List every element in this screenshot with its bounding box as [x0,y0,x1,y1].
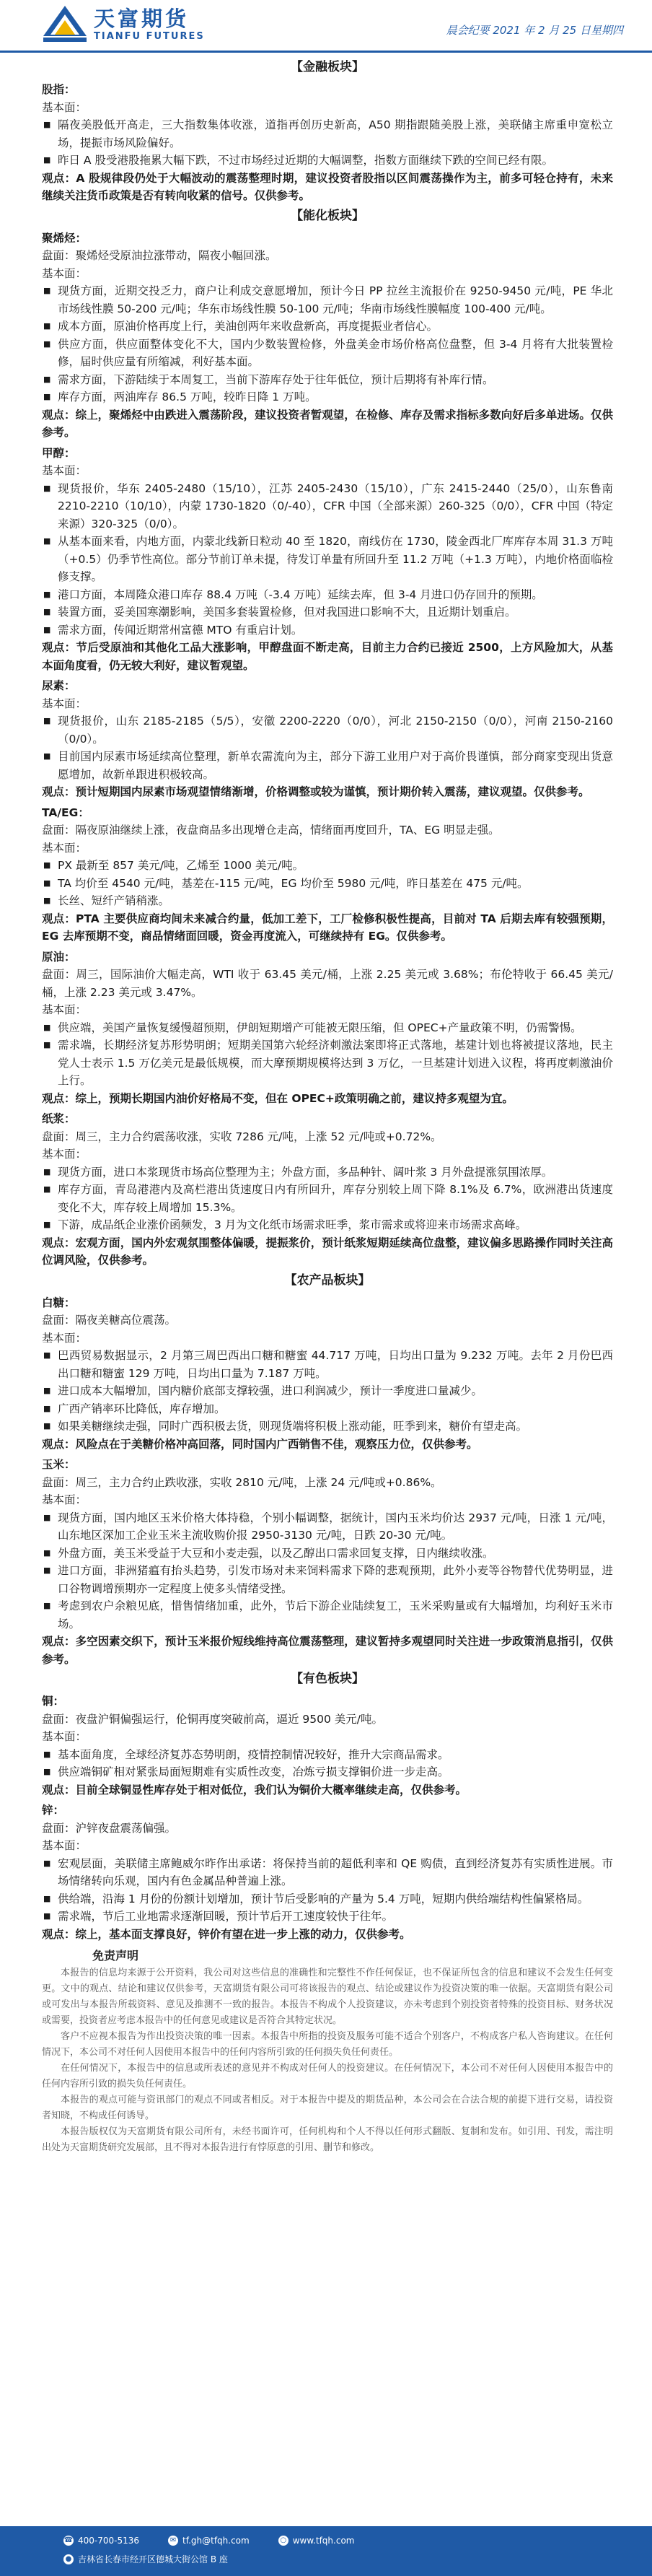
crude-view: 观点：综上，预期长期国内油价好格局不变，但在 OPEC+政策明确之前，建议持多观望为宜。 [42,1091,514,1105]
list-item: ■ 广西产销率环比降低，库存增加。 [58,1400,613,1418]
list-item: ■ 进口成本大幅增加，国内糖价底部支撑较强，进口利润减少，预计一季度进口量减少。 [58,1382,613,1400]
list-item: ■ 库存方面，青岛港港内及高栏港出货速度日内有所回升，库存分别较上周下降 8.1%及 6.7%，欧洲港出货速度变化不大，库存较上周增加 15.3%。 [58,1181,613,1216]
mail-icon: ✉ [168,2536,178,2546]
corn-title: 玉米： [42,1458,76,1471]
polyolefin-view: 观点：综上，聚烯烃中由跌进入震荡阶段，建议投资者暂观望，在检修、库存及需求指标多数向好后多单进场。仅供参考。 [42,408,613,439]
page-footer [0,2526,652,2576]
list-item: ■ 巴西贸易数据显示，2 月第三周巴西出口糖和糖蜜 44.717 万吨，日均出口量为 9.232 万吨。去年 2 月份巴西出口糖和糖蜜 129 万吨，日均出口量为 7.187 万吨。 [58,1347,613,1382]
footer-phone [63,2532,139,2550]
crude-bullets [42,1019,613,1090]
phone-number: 400-700-5136 [78,2536,140,2546]
urea-bullets [42,712,613,783]
location-pin-icon: ● [63,2554,74,2564]
pulp-basics-label: 基本面： [42,1148,87,1161]
copper-basics-label: 基本面： [42,1730,87,1743]
list-item: ■ 如果美糖继续走强，同时广西积极去货，则现货端将积极上涨动能，旺季到来，糖价有望走高。 [58,1418,613,1436]
ta-eg-basics-label: 基本面： [42,841,87,855]
corn-bullets [42,1509,613,1633]
ta-eg-bullets [42,857,613,910]
polyolefin-bullets [42,282,613,406]
list-item: ■ 下游，成品纸企业涨价函频发，3 月为文化纸市场需求旺季，浆市需求或将迎来市场需求高峰。 [58,1216,613,1234]
polyolefin-title: 聚烯烃： [42,231,87,245]
corn-market: 盘面：周三，主力合约止跌收涨，实收 2810 元/吨，上涨 24 元/吨或+0.86%。 [42,1475,442,1489]
email-address[interactable]: tf.gh@tfqh.com [182,2536,250,2546]
methanol-title: 甲醇： [42,446,76,460]
list-item: ■ 进口方面，非洲猪瘟有抬头趋势，引发市场对未来饲料需求下降的悲观预期，此外小麦等谷物替代优势明显，进口谷物调增预期亦一定程度上使多头情绪受挫。 [58,1562,613,1597]
polyolefin-basics-label: 基本面： [42,266,87,280]
pulp-market: 盘面：周三，主力合约震荡收涨，实收 7286 元/吨，上涨 52 元/吨或+0.72%。 [42,1130,442,1143]
logo-english: TIANFU FUTURES [94,31,205,42]
zinc-view: 观点：综上，基本面支撑良好，锌价有望在进一步上涨的动力，仅供参考。 [42,1927,411,1941]
zinc-title: 锌： [42,1804,65,1817]
report-body [42,56,613,2156]
finance-section-title: 【金融板块】 [291,60,364,74]
disclaimer-title: 免责声明 [92,1949,139,1962]
corn-basics-label: 基本面： [42,1493,87,1506]
stock-index-title: 股指： [42,83,76,96]
disclaimer-paragraph: 本报告的信息均来源于公开资料，我公司对这些信息的准确性和完整性不作任何保证，也不保证所包含的信息和建议不会发生任何变更。文中的观点、结论和建议仅供参考，天富期货有限公司可将该报告的观点、结论或建议作为投资决策的唯一依据。天富期货有限公司或可发出与本报告所载资料、意见及推测不一致的报告。本报告不构成个人投资建议，亦未考虑到个别投资者特殊的投资目标、财务状况或需要，投资者应考虑本报告中的任何意见或建议是否符合其特定状况。 [42,1967,613,2026]
list-item: ■ 需求端，节后工业地需求逐渐回暖，预计节后开工速度较快于往年。 [58,1908,613,1926]
disclaimer-paragraph: 本报告版权仅为天富期货有限公司所有，未经书面许可，任何机构和个人不得以任何形式翻版、复制和发布。如引用、刊发，需注明出处为天富期货研究发展部，且不得对本报告进行有悖原意的引用、删节和修改。 [42,2126,613,2153]
pulp-title: 纸浆： [42,1112,76,1125]
energy-section-title: 【能化板块】 [291,208,364,223]
metal-section-title: 【有色板块】 [291,1672,364,1686]
footer-address [63,2551,228,2569]
copper-view: 观点：目前全球铜显性库存处于相对低位，我们认为铜价大概率继续走高，仅供参考。 [42,1783,467,1796]
agri-section-title: 【农产品板块】 [284,1272,371,1288]
list-item: ■ TA 均价至 4540 元/吨，基差在-115 元/吨，EG 均价至 5980 元/吨，昨日基差在 475 元/吨。 [58,875,613,893]
list-item: ■ 库存方面，两油库存 86.5 万吨，较昨日降 1 万吨。 [58,388,613,406]
stock-view: 观点：A 股规律段仍处于大幅波动的震荡整理时期，建议投资者股指以区间震荡操作为主，前多可轻仓持有，未来继续关注货币政策是否有转向收紧的信号。仅供参考。 [42,171,613,202]
list-item: ■ 装置方面，妥美国寒潮影响，美国多套装置检修，但对我国进口影响不大，且近期计划重启。 [58,603,613,621]
list-item: ■ 供应端，美国产量恢复缓慢超预期，伊朗短期增产可能被无限压缩，但 OPEC+产量政策不明，仍需警惕。 [58,1019,613,1037]
zinc-market: 盘面：沪锌夜盘震荡偏强。 [42,1821,177,1835]
disclaimer-paragraph: 本报告的观点可能与资讯部门的观点不同或者相反。对于本报告中提及的期货品种，本公司会在合法合规的前提下进行交易，请投资者知晓，不构成任何诱导。 [42,2094,613,2121]
company-logo [42,4,205,45]
footer-email[interactable] [168,2532,250,2550]
corn-view: 观点：多空因素交织下，预计玉米报价短线维持高位震荡整理，建议暂持多观望同时关注进一步政策消息指引，仅供参考。 [42,1635,613,1666]
phone-icon: ☎ [63,2536,74,2545]
zinc-basics-label: 基本面： [42,1839,87,1852]
globe-icon: ○ [278,2536,288,2546]
list-item: ■ 需求方面，下游陆续于本周复工，当前下游库存处于往年低位，预计后期将有补库行情。 [58,371,613,389]
methanol-bullets [42,480,613,639]
ta-eg-view: 观点：PTA 主要供应商均间未来减合约量，低加工差下，工厂检修积极性提高，目前对 TA 后期去库有较强预期，EG 去库预期不变，商品情绪面回暖，资金再度流入，可继续持有 EG。仅供参考。 [42,912,613,943]
footer-website[interactable] [278,2532,355,2550]
ta-eg-title: TA/EG： [42,805,89,819]
logo-mark-icon [42,4,88,45]
sugar-bullets [42,1347,613,1436]
list-item: ■ 昨日 A 股受港股拖累大幅下跌，不过市场经过近期的大幅调整，指数方面继续下跌的空间已经有限。 [58,152,613,170]
methanol-basics-label: 基本面： [42,464,87,477]
sugar-market: 盘面：隔夜美糖高位震荡。 [42,1314,177,1327]
sugar-view: 观点：风险点在于美糖价格冲高回落，同时国内广西销售不佳，观察压力位，仅供参考。 [42,1437,478,1451]
list-item: ■ 外盘方面，美玉米受益于大豆和小麦走强，以及乙醇出口需求回复支撑，日内继续收涨。 [58,1545,613,1563]
list-item: ■ 隔夜美股低开高走，三大指数集体收涨，道指再创历史新高，A50 期指跟随美股上涨，美联储主席重申宽松立场，提振市场风险偏好。 [58,116,613,152]
list-item: ■ 宏观层面，美联储主席鲍威尔昨作出承诺：将保持当前的超低利率和 QE 购债，直到经济复苏有实质性进展。市场情绪转向乐观，国内有色金属品种普遍上涨。 [58,1855,613,1890]
list-item: ■ 港口方面，本周隆众港口库存 88.4 万吨（-3.4 万吨）延续去库，但 3-4 月进口仍存回升的预期。 [58,586,613,604]
list-item: ■ 供给端，沿海 1 月份的份额计划增加，预计节后受影响的产量为 5.4 万吨，短期内供给端结构性偏紧格局。 [58,1890,613,1908]
list-item: ■ 成本方面，原油价格再度上行，美油创两年来收盘新高，再度提振业者信心。 [58,318,613,336]
disclaimer-paragraph: 客户不应视本报告为作出投资决策的唯一因素。本报告中所指的投资及服务可能不适合个别客户，不构成客户私人咨询建议。在任何情况下，本公司不对任何人因使用本报告中的任何内容所引致的任何损失负任何责任。 [42,2030,613,2058]
copper-title: 铜： [42,1695,65,1708]
page-header [0,0,652,53]
zinc-bullets [42,1855,613,1926]
address-text: 吉林省长春市经开区德城大街公馆 B 座 [78,2554,228,2564]
list-item: ■ 长丝、短纤产销稍涨。 [58,892,613,910]
urea-title: 尿素： [42,679,76,692]
pulp-view: 观点：宏观方面，国内外宏观氛围整体偏暖，提振浆价，预计纸浆短期延续高位盘整，建议偏多思路操作同时关注高位调风险，仅供参考。 [42,1236,613,1267]
list-item: ■ 考虑到农户余粮见底，惜售情绪加重，此外，节后下游企业陆续复工，玉米采购量或有大幅增加，均利好玉米市场。 [58,1597,613,1633]
crude-basics-label: 基本面： [42,1003,87,1016]
stock-bullets [42,116,613,170]
list-item: ■ 现货方面，进口本浆现货市场高位整理为主；外盘方面，多品种针、阔叶浆 3 月外盘提涨氛围浓厚。 [58,1163,613,1182]
list-item: ■ 现货报价，华东 2405-2480（15/10），江苏 2405-2430（15/10），广东 2415-2440（25/0），山东鲁南 2210-2210（10/10），内蒙 1730-1820（0/-40），CFR 中国（全部来源）260-325（0/0），CFR 中国（特定来源）320-325（0/0）。 [58,480,613,533]
sugar-title: 白糖： [42,1296,76,1309]
list-item: ■ 需求方面，传闻近期常州富德 MTO 有重启计划。 [58,621,613,639]
list-item: ■ 目前国内尿素市场延续高位整理，新单农需流向为主，部分下游工业用户对于高价畏谨慎，部分商家变现出货意愿增加，故新单跟进积极较高。 [58,748,613,783]
list-item: ■ PX 最新至 857 美元/吨，乙烯至 1000 美元/吨。 [58,857,613,875]
list-item: ■ 供应方面，供应面整体变化不大，国内少数装置检修，外盘美金市场价格高位盘整，但 3-4 月将有大批装置检修，届时供应量有所缩减，利好基本面。 [58,336,613,371]
urea-view: 观点：预计短期国内尿素市场观望情绪渐增，价格调整或较为谨慎，预计期价转入震荡，建议观望。仅供参考。 [42,785,590,798]
pulp-bullets [42,1163,613,1234]
list-item: ■ 从基本面来看，内地方面，内蒙北线新日粒动 40 至 1820，南线仿在 1730，陵金西北厂库库存本周 31.3 万吨（+0.5）仍季节性高位。部分节前订单未提，待发订单量有所回升至 11.2 万吨（+1.3 万吨），内地价格面临检修支撑。 [58,533,613,586]
stock-basics-label: 基本面： [42,100,87,114]
sugar-basics-label: 基本面： [42,1331,87,1345]
list-item: ■ 现货方面，国内地区玉米价格大体持稳，个别小幅调整，据统计，国内玉米均价达 2937 元/吨，日涨 1 元/吨，山东地区深加工企业玉米主流收购价报 2950-3130 元/吨，日跌 20-30 元/吨。 [58,1509,613,1545]
copper-bullets [42,1746,613,1781]
report-date: 晨会纪要 2021 年 2 月 25 日星期四 [446,24,623,37]
ta-eg-market: 盘面：隔夜原油继续上涨，夜盘商品多出现增仓走高，情绪面再度回升，TA、EG 明显走强。 [42,824,500,837]
methanol-view: 观点：节后受原油和其他化工品大涨影响，甲醇盘面不断走高，目前主力合约已接近 2500，上方风险加大，从基本面角度看，仍无较大利好，建议暂观望。 [42,641,613,672]
logo-chinese: 天富期货 [94,6,190,31]
copper-market: 盘面：夜盘沪铜偏强运行，伦铜再度突破前高，逼近 9500 美元/吨。 [42,1712,384,1726]
list-item: ■ 现货方面，近期交投乏力，商户让利成交意愿增加，预计今日 PP 拉丝主流报价在 9250-9450 元/吨，PE 华北市场线性膜 50-200 元/吨；华东市场线性膜 50-100 元/吨；华南市场线性膜幅度 100-400 元/吨。 [58,282,613,318]
website-link[interactable]: www.tfqh.com [292,2536,355,2546]
list-item: ■ 现货报价，山东 2185-2185（5/5），安徽 2200-2220（0/0），河北 2150-2150（0/0），河南 2150-2160（0/0）。 [58,712,613,748]
crude-market: 盘面：周三，国际油价大幅走高，WTI 收于 63.45 美元/桶，上涨 2.25 美元或 3.68%；布伦特收于 66.45 美元/桶，上涨 2.23 美元或 3.47%。 [42,968,613,999]
disclaimer-paragraph: 在任何情况下，本报告中的信息或所表述的意见并不构成对任何人的投资建议。在任何情况下，本公司不对任何人因使用本报告中的任何内容所引致的损失负任何责任。 [42,2062,613,2090]
crude-title: 原油： [42,950,76,964]
list-item: ■ 需求端，长期经济复苏形势明朗；短期美国第六轮经济刺激法案即将正式落地，基建计划也将被提议落地，民主党人士表示 1.5 万亿美元是最低规模，而大摩预期规模将达到 3 万亿，一旦基建计划进入议程，将再度刺激油价上行。 [58,1036,613,1090]
polyolefin-market: 盘面：聚烯烃受原油拉涨带动，隔夜小幅回涨。 [42,249,277,262]
urea-basics-label: 基本面： [42,697,87,710]
list-item: ■ 基本面角度，全球经济复苏态势明朗，疫情控制情况较好，推升大宗商品需求。 [58,1746,613,1764]
list-item: ■ 供应端铜矿相对紧张局面短期难有实质性改变，冶炼亏损支撑铜价进一步走高。 [58,1763,613,1781]
